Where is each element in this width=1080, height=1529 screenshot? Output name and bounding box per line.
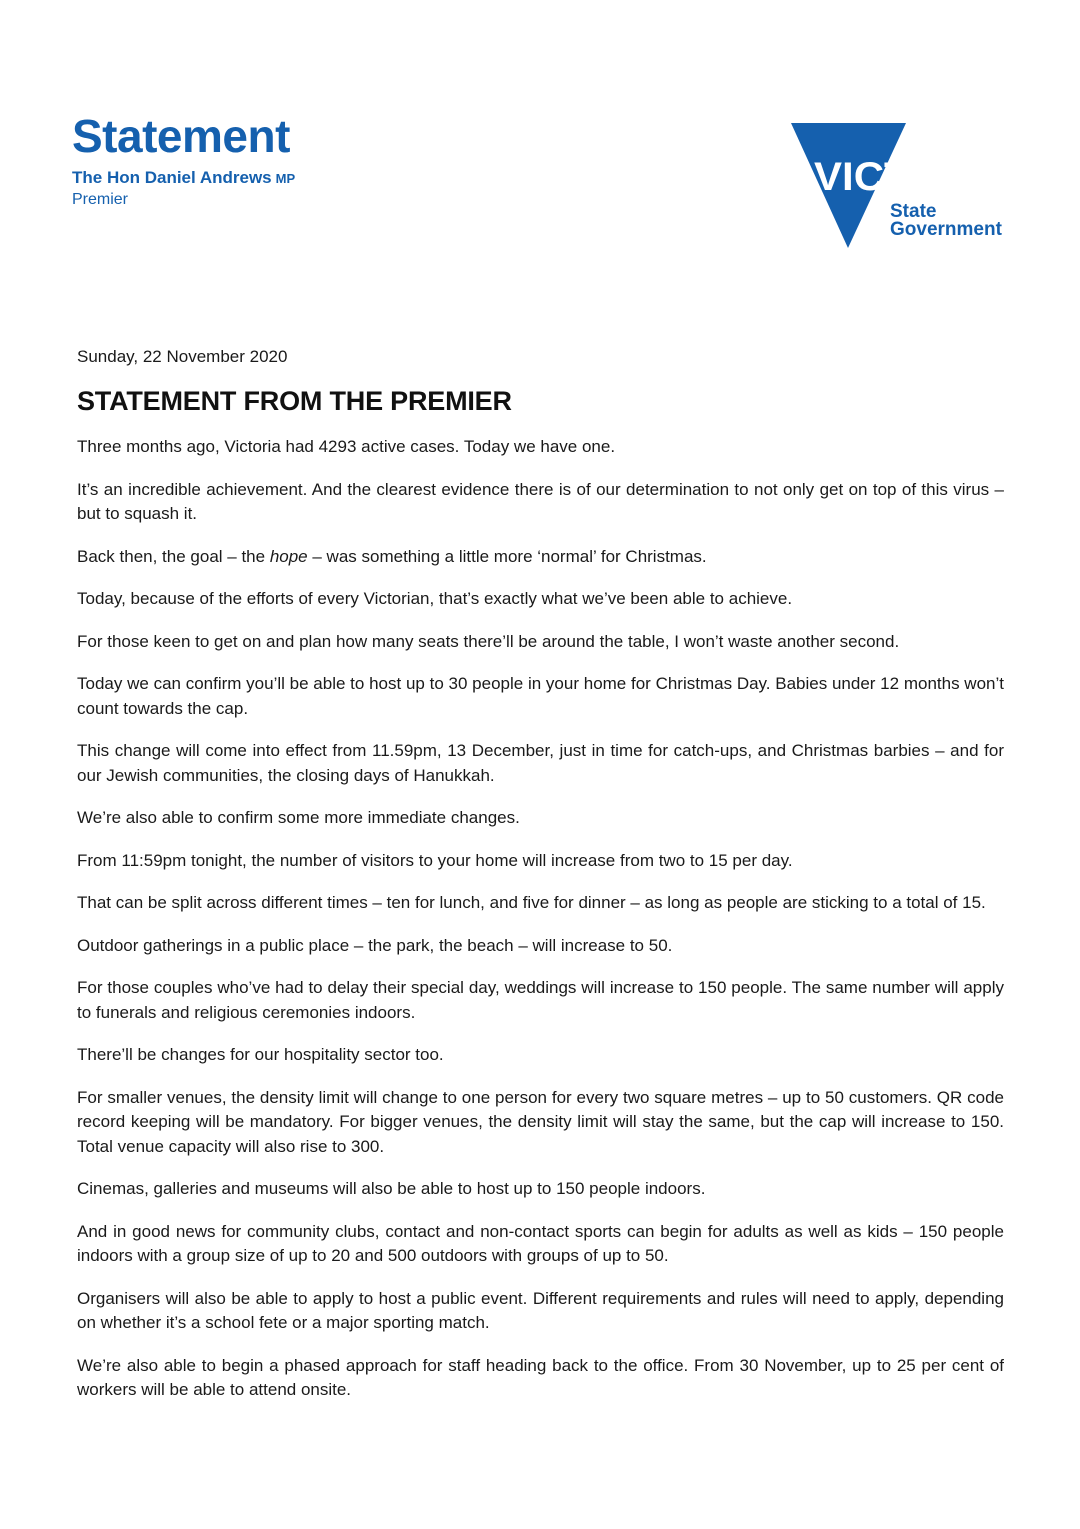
paragraph-18: We’re also able to begin a phased approach for staff heading back to the office. From 30 November, up to 25 per cent of workers will be able to attend onsite. <box>77 1355 1004 1399</box>
paragraph-13: There’ll be changes for our hospitality sector too. <box>77 1045 444 1064</box>
paragraph-2: It’s an incredible achievement. And the clearest evidence there is of our determination to not only get on top of this virus – but to squash it. <box>77 479 1004 523</box>
logo-word-victoria: VICTORIA <box>814 155 1014 199</box>
statement-header <box>72 110 295 209</box>
minister-name-text: The Hon Daniel Andrews <box>72 168 272 187</box>
paragraph-15: Cinemas, galleries and museums will also be able to host up to 150 people indoors. <box>77 1179 706 1198</box>
paragraph-1: Three months ago, Victoria had 4293 active cases. Today we have one. <box>77 437 616 456</box>
statement-heading: STATEMENT FROM THE PREMIER <box>77 386 512 416</box>
logo-word-government: Government <box>890 219 1002 240</box>
victoria-government-logo <box>788 120 1018 252</box>
minister-name <box>72 168 295 188</box>
paragraph-3 <box>77 545 1004 570</box>
paragraph-11: Outdoor gatherings in a public place – the park, the beach – will increase to 50. <box>77 935 673 955</box>
statement-title: Statement <box>72 110 290 162</box>
statement-body <box>77 347 1004 1421</box>
paragraph-10: That can be split across different times – ten for lunch, and five for dinner – as long as people are sticking to a total of 15. <box>77 893 986 912</box>
paragraph-5: For those keen to get on and plan how many seats there’ll be around the table, I won’t waste another second. <box>77 631 900 651</box>
paragraph-8: We’re also able to confirm some more immediate changes. <box>77 808 520 827</box>
minister-role: Premier <box>72 191 129 208</box>
paragraph-7: This change will come into effect from 11.59pm, 13 December, just in time for catch-ups, and Christmas barbies – and for our Jewish communities, the closing days of Hanukkah. <box>77 741 1004 785</box>
logo-word-state: State <box>890 201 937 222</box>
minister-suffix: MP <box>275 171 296 186</box>
paragraph-9: From 11:59pm tonight, the number of visitors to your home will increase from two to 15 per day. <box>77 850 793 870</box>
paragraph-16: And in good news for community clubs, contact and non-contact sports can begin for adults as well as kids – 150 people indoors with a group size of up to 20 and 500 outdoors with groups of up to 50. <box>77 1221 1004 1265</box>
statement-date: Sunday, 22 November 2020 <box>77 347 288 366</box>
paragraph-3-emphasis: hope <box>269 546 308 566</box>
paragraph-4: Today, because of the efforts of every Victorian, that’s exactly what we’ve been able to achieve. <box>77 589 793 608</box>
paragraph-3-part-2: – was something a little more ‘normal’ for Christmas. <box>307 546 707 566</box>
paragraph-3-part-1: Back then, the goal – the <box>77 546 270 566</box>
paragraph-6: Today we can confirm you’ll be able to host up to 30 people in your home for Christmas Day. Babies under 12 months won’t count towards the cap. <box>77 674 1004 718</box>
paragraph-17: Organisers will also be able to apply to host a public event. Different requirements and rules will need to apply, depending on whether it’s a school fete or a major sporting match. <box>77 1288 1004 1332</box>
paragraph-14: For smaller venues, the density limit will change to one person for every two square metres – up to 50 customers. QR code record keeping will be mandatory. For bigger venues, the density limit will stay the same, but the cap will increase to 150. Total venue capacity will also rise to 300. <box>77 1087 1004 1156</box>
paragraph-12: For those couples who’ve had to delay their special day, weddings will increase to 150 people. The same number will apply to funerals and religious ceremonies indoors. <box>77 978 1004 1022</box>
